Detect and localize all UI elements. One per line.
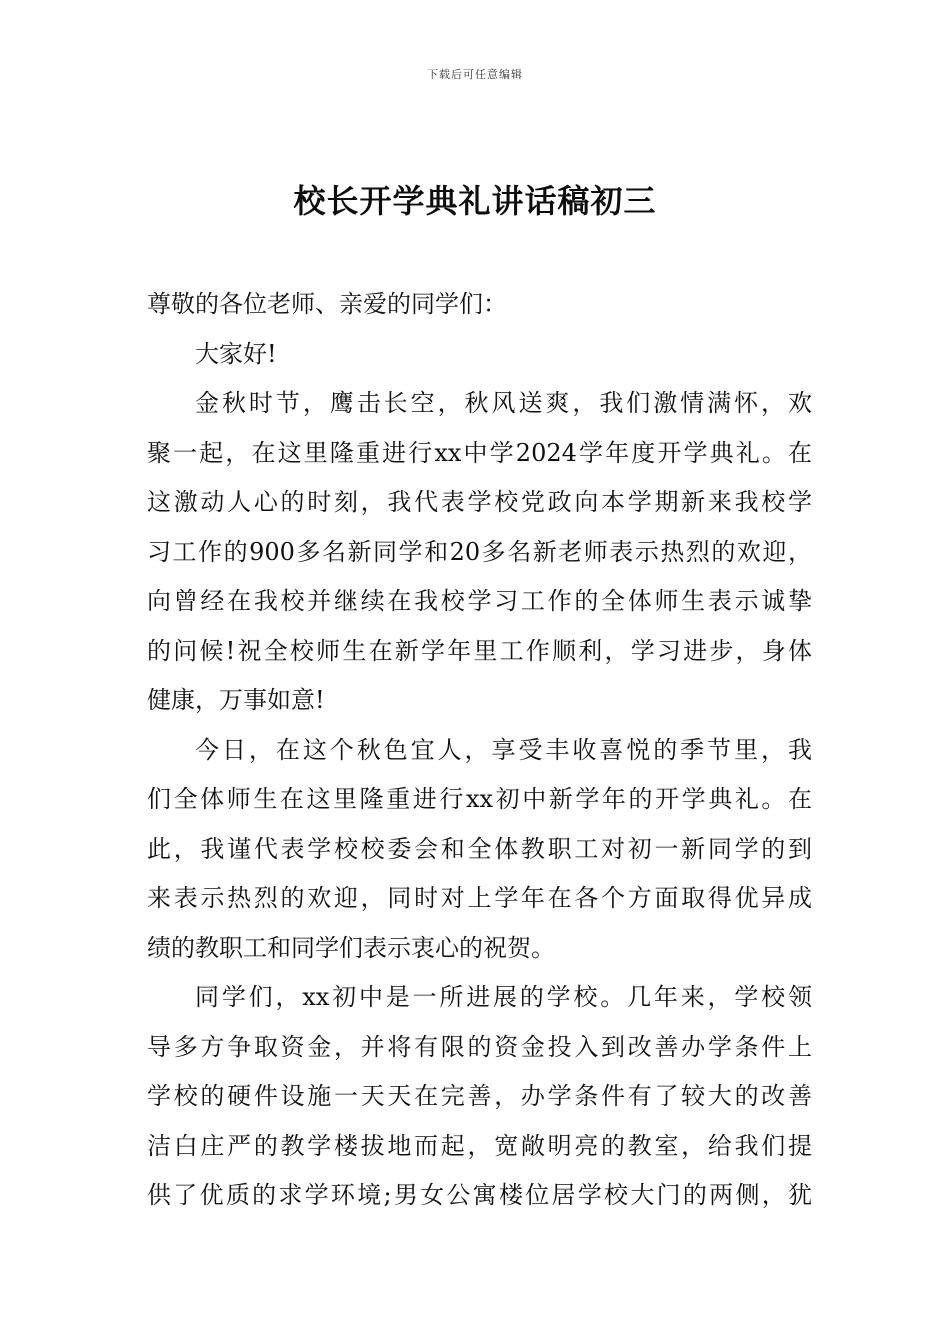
paragraph-line: 聚一起，在这里隆重进行xx中学2024学年度开学典礼。在: [147, 438, 812, 467]
paragraph-line: 洁白庄严的教学楼拔地而起，宽敞明亮的教室，给我们提: [147, 1131, 812, 1160]
document-title: 校长开学典礼讲话稿初三: [293, 182, 657, 220]
paragraph-line: 习工作的900多名新同学和20多名新老师表示热烈的欢迎，: [147, 537, 812, 566]
paragraph-line: 金秋时节，鹰击长空，秋风送爽，我们激情满怀，欢: [195, 389, 812, 417]
paragraph-line: 健康，万事如意!: [147, 686, 325, 714]
paragraph-line: 这激动人心的时刻，我代表学校党政向本学期新来我校学: [147, 488, 812, 516]
greeting: 大家好!: [195, 339, 277, 368]
paragraph-line: 绩的教职工和同学们表示衷心的祝贺。: [147, 933, 555, 962]
paragraph-line: 学校的硬件设施一天天在完善，办学条件有了较大的改善: [147, 1082, 812, 1110]
paragraph-line: 同学们，xx初中是一所进展的学校。几年来，学校领: [195, 983, 812, 1011]
paragraph-line: 导多方争取资金，并将有限的资金投入到改善办学条件上: [147, 1032, 812, 1061]
paragraph-line: 向曾经在我校并继续在我校学习工作的全体师生表示诚挚: [147, 587, 812, 615]
paragraph-line: 来表示热烈的欢迎，同时对上学年在各个方面取得优异成: [147, 884, 812, 912]
header-note: 下载后可任意编辑: [427, 68, 523, 81]
paragraph-line: 供了优质的求学环境;男女公寓楼位居学校大门的两侧，犹: [147, 1181, 812, 1209]
salutation: 尊敬的各位老师、亲爱的同学们：: [147, 290, 507, 318]
paragraph-line: 们全体师生在这里隆重进行xx初中新学年的开学典礼。在: [147, 785, 812, 813]
paragraph-line: 的问候!祝全校师生在新学年里工作顺利，学习进步，身体: [147, 636, 812, 665]
paragraph-line: 此，我谨代表学校校委会和全体教职工对初一新同学的到: [147, 834, 812, 863]
document-body: [147, 280, 812, 1221]
paragraph-line: 今日，在这个秋色宜人，享受丰收喜悦的季节里，我: [195, 735, 812, 764]
